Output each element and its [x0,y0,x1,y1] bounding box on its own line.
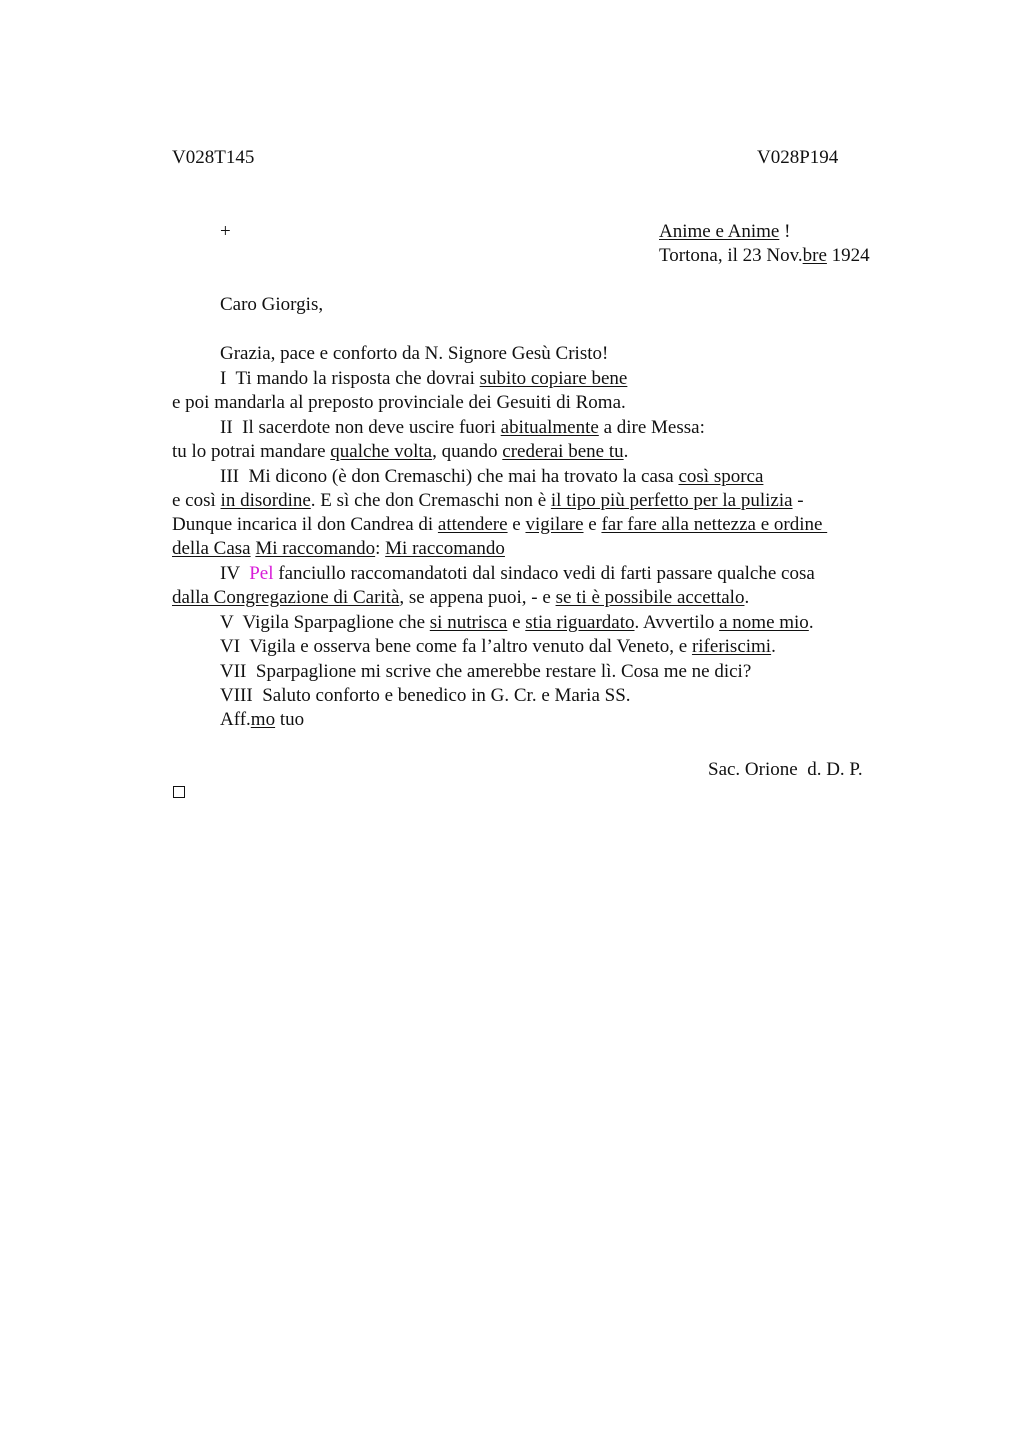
text-run: , se appena puoi, - e [399,587,556,608]
text-run: fanciullo raccomandatoti dal sindaco vedi di farti passare qualche cosa [273,563,815,584]
underlined-run: della Casa [172,538,251,559]
underlined-run: mo [250,709,276,730]
salutation: Caro Giorgis, [220,294,324,315]
text-run: e così [172,490,221,511]
paragraph-1-line-1 [220,367,627,391]
text-run: II Il sacerdote non deve uscire fuori [220,417,501,438]
cross-mark: + [220,221,231,242]
paragraph-5 [220,611,814,635]
text-run: VI Vigila e osserva bene come fa l’altro venuto dal Veneto, e [220,636,692,657]
greeting: Grazia, pace e conforto da N. Signore Gesù Cristo! [220,343,609,364]
underlined-run: riferiscimi [691,636,772,657]
text-run: tuo [275,709,305,730]
text-run: - [792,490,804,511]
date-prefix: Tortona, il 23 Nov. [659,245,803,266]
text-run: e [507,612,526,633]
paragraph-8: VIII Saluto conforto e benedico in G. Cr. e Maria SS. [220,685,631,706]
paragraph-4-line-2 [172,586,749,610]
paragraph-3-line-2 [172,489,804,513]
text-run: . E sì che don Cremaschi non è [310,490,551,511]
motto [659,220,790,244]
text-run: tu lo potrai mandare [172,441,331,462]
text-run: : [375,538,386,559]
underlined-run: si nutrisca [429,612,508,633]
underlined-run: crederai bene tu [502,441,624,462]
underlined-run: in disordine [220,490,311,511]
document-code-right: V028P194 [757,147,839,168]
paragraph-3-line-3 [172,513,827,537]
text-run: V Vigila Sparpaglione che [220,612,430,633]
text-run: . [623,441,629,462]
paragraph-6 [220,635,776,659]
underlined-run: Mi raccomando [385,538,505,559]
underlined-run: subito copiare bene [479,368,628,389]
underlined-run: dalla Congregazione di Carità [172,587,400,608]
text-run: , quando [432,441,503,462]
underlined-run: Mi raccomando [255,538,376,559]
date-month-sup: bre [802,245,827,266]
underlined-run: così sporca [678,466,764,487]
underlined-run: a nome mio [719,612,809,633]
highlighted-run: Pel [249,563,274,584]
text-run: Dunque incarica il don Candrea di [172,514,438,535]
document-code-left: V028T145 [172,147,255,168]
underlined-run: attendere [437,514,508,535]
text-run: e [583,514,602,535]
underlined-run: vigilare [525,514,584,535]
text-run: . [771,636,776,657]
paragraph-1-line-2: e poi mandarla al preposto provinciale dei Gesuiti di Roma. [172,392,626,413]
paragraph-3-line-4 [172,537,505,561]
text-run: . [744,587,750,608]
motto-mark: ! [779,221,791,242]
text-run: IV [220,563,250,584]
underlined-run: abitualmente [500,417,599,438]
paragraph-2-line-1 [220,416,705,440]
closing [220,708,304,732]
end-marker-box [173,786,185,798]
motto-text: Anime e Anime [659,221,780,242]
text-run: III Mi dicono (è don Cremaschi) che mai ha trovato la casa [220,466,679,487]
signature: Sac. Orione d. D. P. [708,759,863,780]
letter-date [659,244,870,268]
paragraph-4-line-1 [220,562,815,586]
paragraph-3-line-1 [220,465,763,489]
date-year: 1924 [826,245,870,266]
underlined-run: se ti è possibile accettalo [555,587,745,608]
underlined-run: stia riguardato [525,612,635,633]
text-run: . [808,612,814,633]
text-run: e [507,514,526,535]
text-run: Aff. [220,709,251,730]
paragraph-7: VII Sparpaglione mi scrive che amerebbe restare lì. Cosa me ne dici? [220,661,752,682]
text-run: a dire Messa: [598,417,705,438]
underlined-run: qualche volta [330,441,433,462]
paragraph-2-line-2 [172,440,628,464]
underlined-run: far fare alla nettezza e ordine [601,514,828,535]
text-run: . Avvertilo [634,612,720,633]
underlined-run: il tipo più perfetto per la pulizia [550,490,793,511]
text-run: I Ti mando la risposta che dovrai [220,368,480,389]
